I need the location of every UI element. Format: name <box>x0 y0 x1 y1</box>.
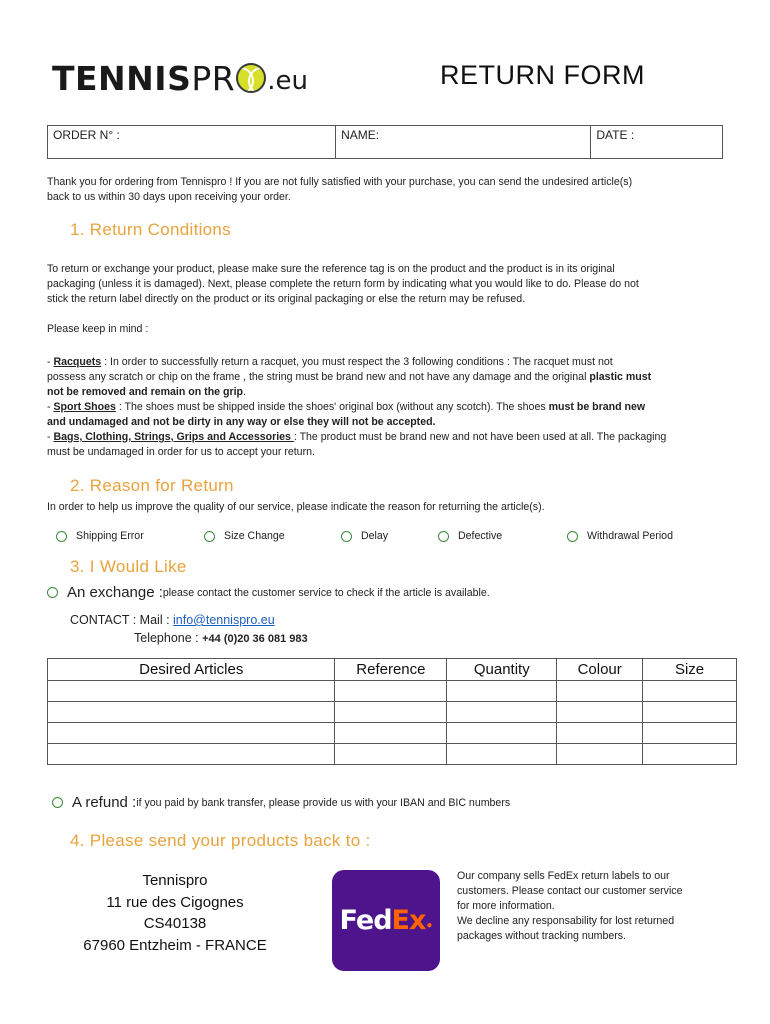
text-line: stick the return label directly on the product or its original packaging or else the return may be refused. <box>47 293 526 305</box>
racquets-condition-line3: not be removed and remain on the grip. <box>47 386 246 398</box>
bags-label: Bags, Clothing, Strings, Grips and Accessories <box>53 431 294 443</box>
radio-label: Withdrawal Period <box>587 530 673 542</box>
conditions-list <box>47 355 737 460</box>
radio-circle-icon[interactable] <box>567 531 578 542</box>
radio-defective[interactable] <box>438 530 502 542</box>
articles-table <box>47 658 737 765</box>
table-cell[interactable] <box>447 702 557 723</box>
return-conditions-text <box>47 262 737 307</box>
table-cell[interactable] <box>557 702 643 723</box>
table-cell[interactable] <box>447 681 557 702</box>
address-line: 11 rue des Cigognes <box>106 893 244 911</box>
text-line: possess any scratch or chip on the frame , the string must be brand new and not have any damage and the original <box>47 371 590 383</box>
table-cell[interactable] <box>48 702 335 723</box>
table-row <box>48 681 737 702</box>
note-line: for more information. <box>457 900 555 912</box>
address-line: Tennispro <box>142 872 208 889</box>
table-cell[interactable] <box>335 681 447 702</box>
section-heading-i-would-like: 3. I Would Like <box>70 557 187 576</box>
bold-text: plastic must <box>589 371 652 383</box>
radio-circle-icon[interactable] <box>204 531 215 542</box>
radio-circle-icon[interactable] <box>47 587 58 598</box>
table-cell[interactable] <box>557 723 643 744</box>
column-header: Colour <box>557 659 643 681</box>
fedex-logo-text: Ex <box>391 905 426 936</box>
radio-withdrawal-period[interactable] <box>567 530 673 542</box>
fedex-dot-icon: ● <box>426 920 433 931</box>
table-row <box>48 723 737 744</box>
radio-circle-icon[interactable] <box>341 531 352 542</box>
date-field[interactable]: DATE : <box>596 128 635 142</box>
table-cell[interactable] <box>557 744 643 765</box>
exchange-text: please contact the customer service to check if the article is available. <box>162 586 490 599</box>
table-cell[interactable] <box>643 681 737 702</box>
table-cell[interactable] <box>447 744 557 765</box>
table-row <box>48 744 737 765</box>
page-title: RETURN FORM <box>440 60 645 90</box>
bags-condition-line2: must be undamaged in order for us to accept your return. <box>47 446 315 458</box>
address-line: 67960 Entzheim - FRANCE <box>83 936 267 954</box>
name-field[interactable]: NAME: <box>336 126 591 158</box>
table-cell[interactable] <box>643 702 737 723</box>
table-header-row <box>48 659 737 681</box>
column-header: Quantity <box>447 659 557 681</box>
table-cell[interactable] <box>48 681 335 702</box>
section-heading-reason: 2. Reason for Return <box>70 476 234 495</box>
refund-text: if you paid by bank transfer, please provide us with your IBAN and BIC numbers <box>136 796 511 809</box>
radio-shipping-error[interactable] <box>56 530 144 542</box>
option-refund[interactable] <box>52 794 510 811</box>
table-cell[interactable] <box>48 723 335 744</box>
text-line: : The product must be brand new and not have been used at all. The packaging <box>293 431 667 443</box>
note-line: packages without tracking numbers. <box>457 930 626 942</box>
intro-line: Thank you for ordering from Tennispro ! If you are not fully satisfied with your purchase, you can send the undesired article(s) <box>47 176 633 188</box>
text-line: To return or exchange your product, please make sure the reference tag is on the product and the product is in its original <box>47 263 615 275</box>
table-cell[interactable] <box>557 681 643 702</box>
telephone-number: +44 (0)20 36 081 983 <box>202 633 308 645</box>
table-cell[interactable] <box>335 744 447 765</box>
radio-circle-icon[interactable] <box>56 531 67 542</box>
logo-suffix: .eu <box>267 66 308 96</box>
radio-circle-icon[interactable] <box>52 797 63 808</box>
radio-delay[interactable] <box>341 530 388 542</box>
radio-label: Shipping Error <box>76 530 144 542</box>
racquets-label: Racquets <box>53 356 102 368</box>
keep-in-mind-label: Please keep in mind : <box>47 323 149 335</box>
contact-prefix: CONTACT : Mail : <box>70 613 174 627</box>
contact-telephone-line <box>134 631 308 645</box>
tennispro-logo <box>52 56 308 100</box>
radio-circle-icon[interactable] <box>438 531 449 542</box>
bags-condition: - Bags, Clothing, Strings, Grips and Accessories : The product must be brand new and not have been used at all. The packaging <box>47 431 667 443</box>
return-address <box>60 870 290 956</box>
text-line: packaging (unless it is damaged). Next, please complete the return form by indicating what you would like to do. Please do not <box>47 278 639 290</box>
shoes-condition-line2: and undamaged and not be dirty in any way or else they will not be accepted. <box>47 416 436 428</box>
refund-label: A refund : <box>72 794 137 811</box>
fedex-note <box>457 869 719 944</box>
radio-size-change[interactable] <box>204 530 285 542</box>
reason-intro: In order to help us improve the quality of our service, please indicate the reason for returning the article(s). <box>47 501 545 513</box>
column-header: Reference <box>335 659 447 681</box>
contact-email-link[interactable]: info@tennispro.eu <box>173 613 275 627</box>
table-cell[interactable] <box>643 744 737 765</box>
bold-text: not be removed and remain on the grip <box>47 386 244 398</box>
order-info-table <box>47 125 723 159</box>
intro-text <box>47 175 737 205</box>
fedex-logo-text: Fed <box>339 905 392 936</box>
contact-mail-line <box>70 613 275 627</box>
section-heading-return-conditions: 1. Return Conditions <box>70 220 231 239</box>
note-line: Our company sells FedEx return labels to our <box>457 870 670 882</box>
text-line: : In order to successfully return a racquet, you must respect the 3 following conditions : The racquet must not <box>101 356 613 368</box>
bold-text: must be brand new <box>548 401 646 413</box>
table-cell[interactable] <box>643 723 737 744</box>
shoes-label: Sport Shoes <box>53 401 116 413</box>
radio-label: Delay <box>361 530 389 542</box>
option-exchange[interactable] <box>47 584 490 601</box>
radio-label: Size Change <box>224 530 285 542</box>
address-line: CS40138 <box>143 915 207 932</box>
table-cell[interactable] <box>335 702 447 723</box>
radio-label: Defective <box>458 530 503 542</box>
text-line: : The shoes must be shipped inside the shoes' original box (without any scotch). The shoes <box>115 401 549 413</box>
exchange-label: An exchange : <box>67 584 163 601</box>
fedex-logo <box>332 870 440 971</box>
table-cell[interactable] <box>48 744 335 765</box>
racquets-condition-line2 <box>47 370 737 385</box>
column-header: Size <box>643 659 737 681</box>
table-row <box>48 702 737 723</box>
shoes-condition: - Sport Shoes : The shoes must be shipped inside the shoes' original box (without any scotch). The shoes must be brand new <box>47 401 646 413</box>
table-cell[interactable] <box>447 723 557 744</box>
tennis-ball-icon <box>236 63 266 93</box>
note-line: customers. Please contact our customer service <box>457 885 683 897</box>
note-line: We decline any responsability for lost returned <box>457 915 675 927</box>
intro-line: back to us within 30 days upon receiving your order. <box>47 191 291 203</box>
telephone-prefix: Telephone : <box>134 631 203 645</box>
logo-text-light: PR <box>191 58 236 98</box>
section-heading-send-back: 4. Please send your products back to : <box>70 831 371 850</box>
logo-text-bold: TENNIS <box>52 58 192 98</box>
column-header: Desired Articles <box>48 659 335 681</box>
table-cell[interactable] <box>335 723 447 744</box>
order-number-field[interactable]: ORDER N° : <box>48 126 336 158</box>
racquets-condition: - Racquets : In order to successfully return a racquet, you must respect the 3 following conditions : The racquet must not <box>47 356 613 368</box>
